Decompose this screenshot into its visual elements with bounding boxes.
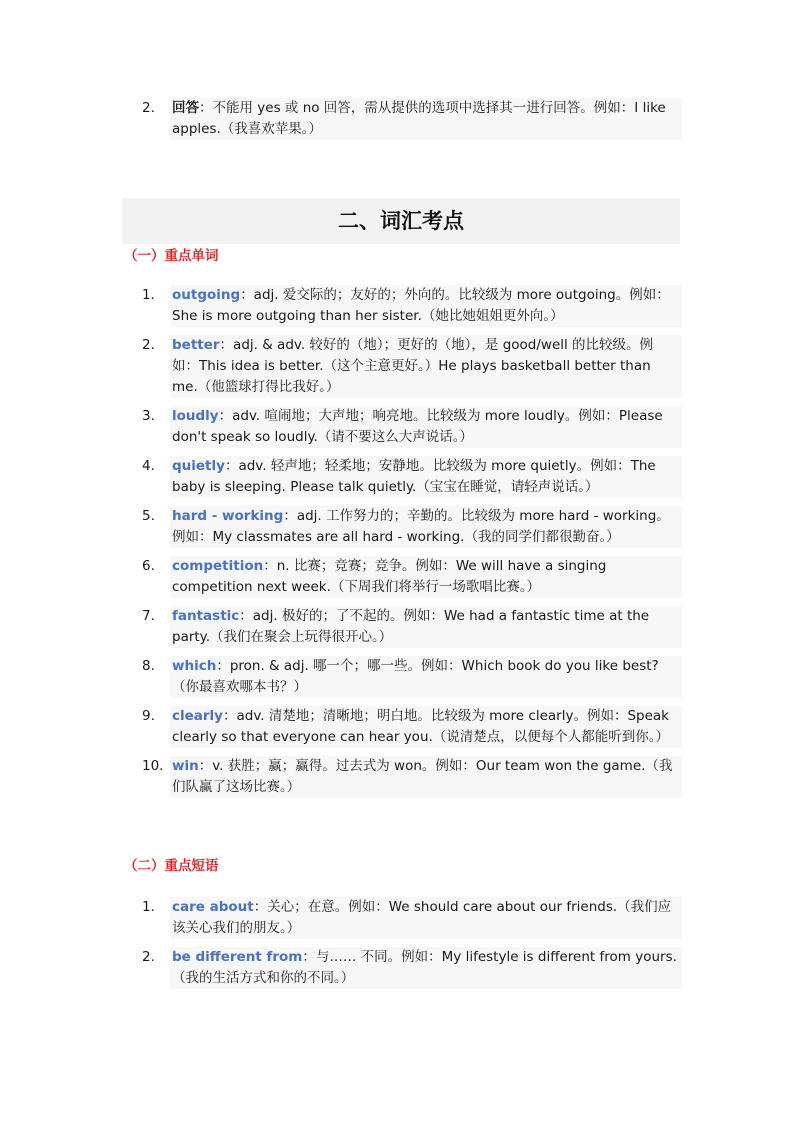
- word-item: [142, 556, 682, 598]
- phrase-definition: ：与…… 不同。例如：My lifestyle is different from yours.（我的生活方式和你的不同。）: [172, 949, 677, 986]
- item-text: ：不能用 yes 或 no 回答，需从提供的选项中选择其一进行回答。例如：I like apples.（我喜欢苹果。）: [172, 100, 666, 137]
- list-number: 1.: [142, 287, 155, 303]
- word-item: [142, 606, 682, 648]
- vocab-definition: ：n. 比赛；竞赛；竞争。例如：We will have a singing competition next week.（下周我们将举行一场歌唱比赛。）: [172, 558, 607, 595]
- vocab-term: hard - working: [172, 508, 284, 524]
- word-item: [142, 285, 682, 327]
- list-number: 9.: [142, 708, 155, 724]
- vocab-term: which: [172, 658, 217, 674]
- list-item-body: [170, 606, 682, 648]
- word-item: [142, 456, 682, 498]
- list-item-answer: [142, 98, 682, 140]
- section-title: 二、词汇考点: [122, 198, 680, 244]
- phrase-item: [142, 897, 682, 939]
- phrase-item: [142, 947, 682, 989]
- vocab-definition: ：adj. & adv. 较好的（地）；更好的（地），是 good/well 的比较级。例如：This idea is better.（这个主意更好。）He plays basketball better than me.（他篮球打得比我好。）: [172, 337, 654, 395]
- word-item: [142, 335, 682, 398]
- word-item: [142, 506, 682, 548]
- vocab-term: win: [172, 758, 199, 774]
- vocab-definition: ：adj. 极好的；了不起的。例如：We had a fantastic time at the party.（我们在聚会上玩得很开心。）: [172, 608, 650, 645]
- vocab-term: fantastic: [172, 608, 240, 624]
- list-number: 8.: [142, 658, 155, 674]
- list-item-body: [170, 285, 682, 327]
- list-number: 2.: [142, 100, 155, 116]
- list-number: 3.: [142, 408, 155, 424]
- word-item: [142, 656, 682, 698]
- vocab-definition: ：adj. 爱交际的；友好的；外向的。比较级为 more outgoing。例如：She is more outgoing than her sister.（她比她姐姐更外向。）: [172, 287, 670, 324]
- item-label: 回答: [172, 100, 199, 116]
- list-item-body: [170, 947, 682, 989]
- list-number: 4.: [142, 458, 155, 474]
- list-item-body: [170, 456, 682, 498]
- vocab-definition: ：adj. 工作努力的；辛勤的。比较级为 more hard - working。例如：My classmates are all hard - working.（我的同学们都很勤奋。）: [172, 508, 670, 545]
- list-number: 10.: [142, 758, 164, 774]
- vocab-definition: ：adv. 轻声地；轻柔地；安静地。比较级为 more quietly。例如：The baby is sleeping. Please talk quietly.（宝宝在睡觉，请轻声说话。）: [172, 458, 656, 495]
- list-item-body: [170, 335, 682, 398]
- phrase-definition: ：关心；在意。例如：We should care about our friends.（我们应该关心我们的朋友。）: [172, 899, 672, 936]
- list-item-body: [170, 756, 682, 798]
- vocab-term: loudly: [172, 408, 219, 424]
- list-number: 6.: [142, 558, 155, 574]
- list-number: 7.: [142, 608, 155, 624]
- word-item: [142, 756, 682, 798]
- list-item-body: [170, 506, 682, 548]
- list-number: 5.: [142, 508, 155, 524]
- vocab-term: clearly: [172, 708, 223, 724]
- words-heading: （一）重点单词: [124, 248, 219, 264]
- phrases-heading: （二）重点短语: [124, 858, 219, 874]
- word-item: [142, 706, 682, 748]
- list-item-body: [170, 897, 682, 939]
- vocab-term: outgoing: [172, 287, 241, 303]
- list-item-body: [170, 556, 682, 598]
- list-item-body: [170, 656, 682, 698]
- vocab-definition: ：adv. 喧闹地；大声地；响亮地。比较级为 more loudly。例如：Please don't speak so loudly.（请不要这么大声说话。）: [172, 408, 663, 445]
- word-item: [142, 406, 682, 448]
- vocab-definition: ：pron. & adj. 哪一个；哪一些。例如：Which book do you like best?（你最喜欢哪本书？）: [172, 658, 659, 695]
- list-item-body: [170, 98, 682, 140]
- vocab-definition: ：adv. 清楚地；清晰地；明白地。比较级为 more clearly。例如：Speak clearly so that everyone can hear you.（说清楚点，以便每个人都能听到你。）: [172, 708, 670, 745]
- list-item-body: [170, 706, 682, 748]
- phrase-term: care about: [172, 899, 254, 915]
- list-item-body: [170, 406, 682, 448]
- vocab-term: competition: [172, 558, 264, 574]
- list-number: 2.: [142, 949, 155, 965]
- vocab-term: quietly: [172, 458, 225, 474]
- list-number: 2.: [142, 337, 155, 353]
- vocab-term: better: [172, 337, 220, 353]
- list-number: 1.: [142, 899, 155, 915]
- phrase-term: be different from: [172, 949, 303, 965]
- vocab-definition: ：v. 获胜；赢；赢得。过去式为 won。例如：Our team won the game.（我们队赢了这场比赛。）: [172, 758, 673, 795]
